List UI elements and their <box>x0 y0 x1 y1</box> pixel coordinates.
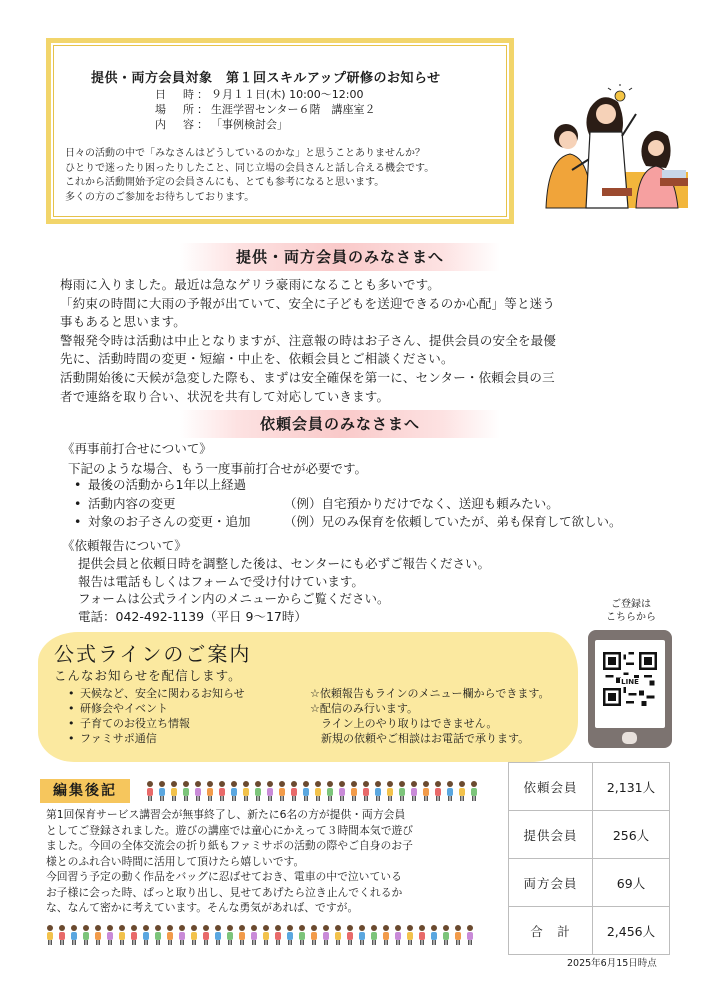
report-subheading: 《依頼報告について》 <box>62 538 187 553</box>
notice-place-row: 場 所：生涯学習センター６階 講座室２ <box>155 103 376 116</box>
line-guide-items <box>68 686 245 746</box>
phone-home-button <box>622 732 637 744</box>
list-item: • 活動内容の変更 （例）自宅預かりだけでなく、送迎も頼みたい。 <box>74 495 622 514</box>
notice-title: 提供・両方会員対象 第１回スキルアップ研修のお知らせ <box>91 71 441 86</box>
discussion-illustration <box>532 84 692 212</box>
notice-body: 日々の活動の中で「みなさんはどうしているのかな」と思うことありませんか？ ひとりで迷ったり困ったりしたこと、同じ立場の会員さんと話し合える機会です。 これから活動開始予定の会員さんにも、とても参考になると思います。 多くの方のご参加をお待ちしております。 <box>65 148 435 203</box>
requester-section-heading: 依頼会員のみなさまへ <box>180 410 500 438</box>
list-item: • 子育てのお役立ち情報 <box>68 716 245 731</box>
member-stats-table <box>508 762 670 955</box>
phone-number: 電話：042-492-1139（平日 9～17時） <box>78 608 307 624</box>
line-logo: LINE <box>621 678 639 686</box>
table-row: 提供会員 256人 <box>509 811 670 859</box>
notice-content-row: 内 容：「事例検討会」 <box>155 118 288 131</box>
phone-screen <box>595 640 665 728</box>
editor-note-label: 編集後記 <box>40 779 130 803</box>
list-item: • 研修会やイベント <box>68 701 245 716</box>
list-item: • 天候など、安全に関わるお知らせ <box>68 686 245 701</box>
line-guide-subtitle: こんなお知らせを配信します。 <box>54 668 242 683</box>
notice-date-row: 日 時：９月１１日(木) 10:00～12:00 <box>155 88 364 101</box>
report-text: 提供会員と依頼日時を調整した後は、センターにも必ずご報告ください。 報告は電話もしくはフォームで受け付けています。 フォームは公式ライン内のメニューからご覧ください。 電話：042-492-1139（平日 9～17時） <box>78 556 491 624</box>
phone-frame <box>588 630 672 748</box>
provider-section-text: 梅雨に入りました。最近は急なゲリラ豪雨になることも多いです。 「約束の時間に大雨の予報が出ていて、安全に子どもを送迎できるのか心配」等と迷う 事もあると思います。 警報発令時は活動は中止となりますが、注意報の時はお子さん、提供会員の安全を最優 先に、活動時間の変更・短縮・中止を、依頼会員とご相談ください。 活動開始後に天候が急変した際も、まずは安全確保を第一に、センター・依頼会員の三 者で連絡を取り合い、状況を共有して対応していきます。 <box>60 277 557 404</box>
stats-as-of-date: 2025年6月15日時点 <box>567 958 657 969</box>
notice-details <box>155 87 376 132</box>
qr-caption: ご登録は こちらから <box>606 599 656 623</box>
re-meeting-intro: 下記のような場合、もう一度事前打合せが必要です。 <box>68 461 368 476</box>
people-parade-decoration <box>146 780 484 802</box>
table-row: 両方会員 69人 <box>509 859 670 907</box>
line-guide-notes: ☆依頼報告もラインのメニュー欄からできます。 ☆配信のみ行います。 ライン上のやり取りはできません。 新規の依頼やご相談はお電話で承ります。 <box>310 687 550 745</box>
table-row: 合 計 2,456人 <box>509 907 670 955</box>
people-parade-decoration <box>46 924 484 946</box>
training-notice-box <box>46 38 514 224</box>
list-item: • 対象のお子さんの変更・追加 （例）兄のみ保育を依頼していたが、弟も保育して欲しい。 <box>74 513 622 532</box>
re-meeting-subheading: 《再事前打合せについて》 <box>62 441 212 456</box>
re-meeting-list <box>74 476 622 532</box>
list-item: • 最後の活動から1年以上経過 <box>74 476 622 495</box>
list-item: • ファミサポ通信 <box>68 731 245 746</box>
provider-section-heading: 提供・両方会員のみなさまへ <box>180 243 500 271</box>
editor-note-body: 第1回保育サービス講習会が無事終了し、新たに6名の方が提供・両方会員 としてご登録されました。遊びの講座では童心にかえって３時間本気で遊び ました。今回の全体交流会の折り紙もファミサポの活動の際やご自身のお子 様とのふれ合い時間に活用して頂けたら嬉しいです。 今回習う予定の動く作品をバッグに忍ばせておき、電車の中で泣いている お子様に会った時、ぱっと取り出し、見せてあげたら泣き止んでくれるか な、なんて密かに考えています。そんな勇気があれば、ですが。 <box>46 808 414 914</box>
line-guide-box <box>38 632 578 762</box>
line-guide-title: 公式ラインのご案内 <box>54 642 252 666</box>
table-row: 依頼会員 2,131人 <box>509 763 670 811</box>
